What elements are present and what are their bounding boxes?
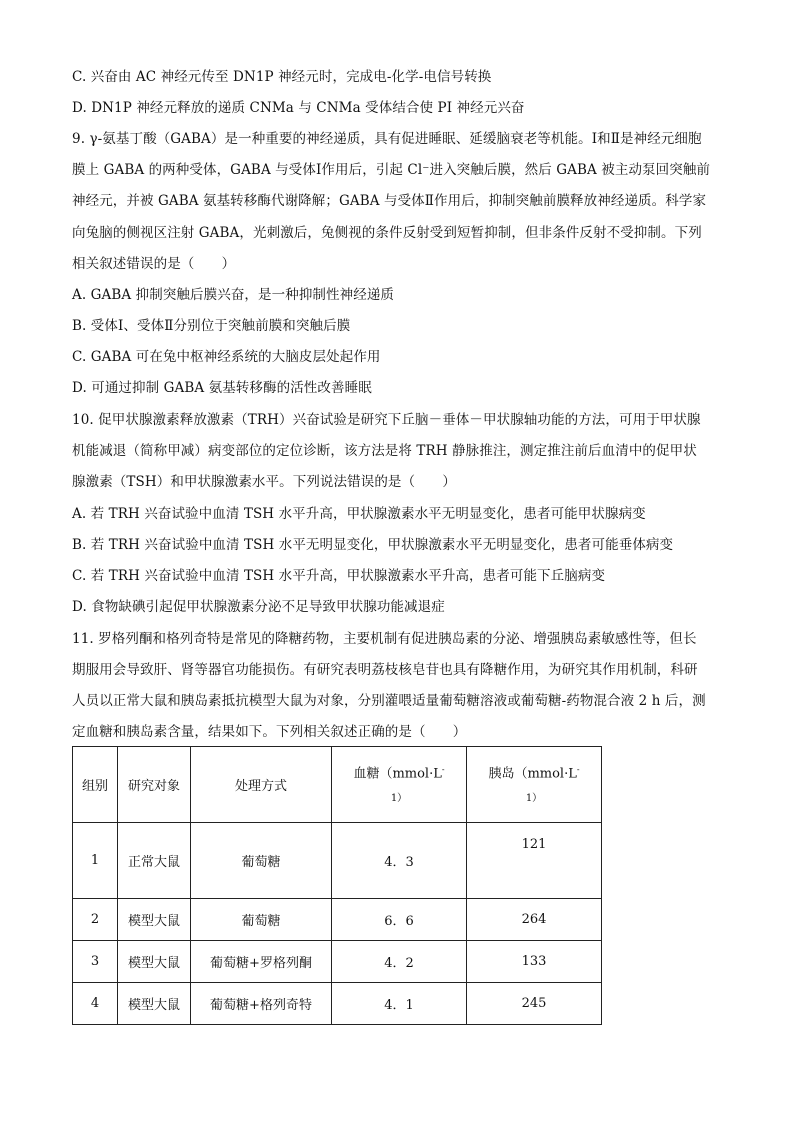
table-row [73, 983, 602, 1025]
table-header-row [73, 747, 602, 823]
header-insulin-text: 胰岛（mmol·L [488, 766, 577, 782]
cell-insulin: 245 [467, 983, 602, 1025]
table-row [73, 899, 602, 941]
cell-subject: 模型大鼠 [118, 899, 191, 941]
cell-subject: 正常大鼠 [118, 823, 191, 899]
header-insulin-sup: - [576, 764, 580, 774]
option-10b: B. 若 TRH 兴奋试验中血清 TSH 水平无明显变化，甲状腺激素水平无明显变化，患者可能垂体病变 [72, 537, 674, 553]
header-treatment: 处理方式 [191, 747, 332, 823]
cell-glucose: 6．6 [332, 899, 467, 941]
question-11-line-3: 人员以正常大鼠和胰岛素抵抗模型大鼠为对象，分别灌喂适量葡萄糖溶液或葡萄糖-药物混合液 2 h 后，测 [72, 693, 706, 709]
question-10-line-2: 机能减退（简称甲减）病变部位的定位诊断，该方法是将 TRH 静脉推注，测定推注前后血清中的促甲状 [72, 443, 697, 459]
header-subject: 研究对象 [118, 747, 191, 823]
header-glucose-text: 血糖（mmol·L [353, 766, 442, 782]
question-10-line-1: 10. 促甲状腺激素释放激素（TRH）兴奋试验是研究下丘脑－垂体－甲状腺轴功能的方法，可用于甲状腺 [72, 412, 701, 428]
header-insulin-unit: 1） [525, 793, 543, 805]
cell-subject: 模型大鼠 [118, 983, 191, 1025]
cell-glucose: 4．1 [332, 983, 467, 1025]
header-glucose [332, 747, 467, 823]
option-9d: D. 可通过抑制 GABA 氨基转移酶的活性改善睡眠 [72, 380, 372, 396]
cell-group: 4 [73, 983, 118, 1025]
cell-group: 2 [73, 899, 118, 941]
option-10d: D. 食物缺碘引起促甲状腺激素分泌不足导致甲状腺功能减退症 [72, 599, 445, 615]
option-9c: C. GABA 可在兔中枢神经系统的大脑皮层处起作用 [72, 349, 381, 365]
table-row [73, 941, 602, 983]
header-glucose-sup: - [441, 764, 445, 774]
question-9-line-4: 向兔脑的侧视区注射 GABA，光刺激后，兔侧视的条件反射受到短暂抑制，但非条件反射不受抑制。下列 [72, 225, 702, 241]
question-9-line-3: 神经元，并被 GABA 氨基转移酶代谢降解；GABA 与受体Ⅱ作用后，抑制突触前膜释放神经递质。科学家 [72, 193, 707, 209]
cell-insulin: 133 [467, 941, 602, 983]
option-9b: B. 受体Ⅰ、受体Ⅱ分别位于突触前膜和突触后膜 [72, 318, 351, 334]
cell-group: 3 [73, 941, 118, 983]
results-table [72, 746, 602, 1025]
cell-treatment: 葡萄糖+格列奇特 [191, 983, 332, 1025]
question-11-line-1: 11. 罗格列酮和格列奇特是常见的降糖药物，主要机制有促进胰岛素的分泌、增强胰岛素敏感性等，但长 [72, 631, 697, 647]
option-8d: D. DN1P 神经元释放的递质 CNMa 与 CNMa 受体结合使 PI 神经元兴奋 [72, 100, 525, 116]
cell-group: 1 [73, 823, 118, 899]
table-row [73, 823, 602, 899]
option-10c: C. 若 TRH 兴奋试验中血清 TSH 水平升高，甲状腺激素水平升高，患者可能下丘脑病变 [72, 568, 606, 584]
question-9-line-5: 相关叙述错误的是（ ） [72, 256, 236, 272]
cell-insulin: 264 [467, 899, 602, 941]
cell-glucose: 4．3 [332, 823, 467, 899]
question-10-line-3: 腺激素（TSH）和甲状腺激素水平。下列说法错误的是（ ） [72, 474, 456, 490]
question-9-line-2: 膜上 GABA 的两种受体，GABA 与受体Ⅰ作用后，引起 Cl⁻进入突触后膜，然后 GABA 被主动泵回突触前 [72, 162, 711, 178]
cell-subject: 模型大鼠 [118, 941, 191, 983]
header-insulin [467, 747, 602, 823]
option-8c: C. 兴奋由 AC 神经元传至 DN1P 神经元时，完成电-化学-电信号转换 [72, 69, 492, 85]
cell-glucose: 4．2 [332, 941, 467, 983]
cell-treatment: 葡萄糖+罗格列酮 [191, 941, 332, 983]
cell-treatment: 葡萄糖 [191, 823, 332, 899]
header-group: 组别 [73, 747, 118, 823]
option-10a: A. 若 TRH 兴奋试验中血清 TSH 水平升高，甲状腺激素水平无明显变化，患者可能甲状腺病变 [72, 506, 646, 522]
option-9a: A. GABA 抑制突触后膜兴奋，是一种抑制性神经递质 [72, 287, 395, 303]
question-11-line-2: 期服用会导致肝、肾等器官功能损伤。有研究表明荔枝核皂苷也具有降糖作用，为研究其作用机制，科研 [72, 662, 698, 678]
question-9-line-1: 9. γ-氨基丁酸（GABA）是一种重要的神经递质，具有促进睡眠、延缓脑衰老等机能。Ⅰ和Ⅱ是神经元细胞 [72, 131, 702, 147]
question-11-line-4: 定血糖和胰岛素含量，结果如下。下列相关叙述正确的是（ ） [72, 724, 467, 740]
header-glucose-unit: 1） [390, 793, 408, 805]
cell-insulin: 121 [467, 823, 602, 899]
cell-treatment: 葡萄糖 [191, 899, 332, 941]
